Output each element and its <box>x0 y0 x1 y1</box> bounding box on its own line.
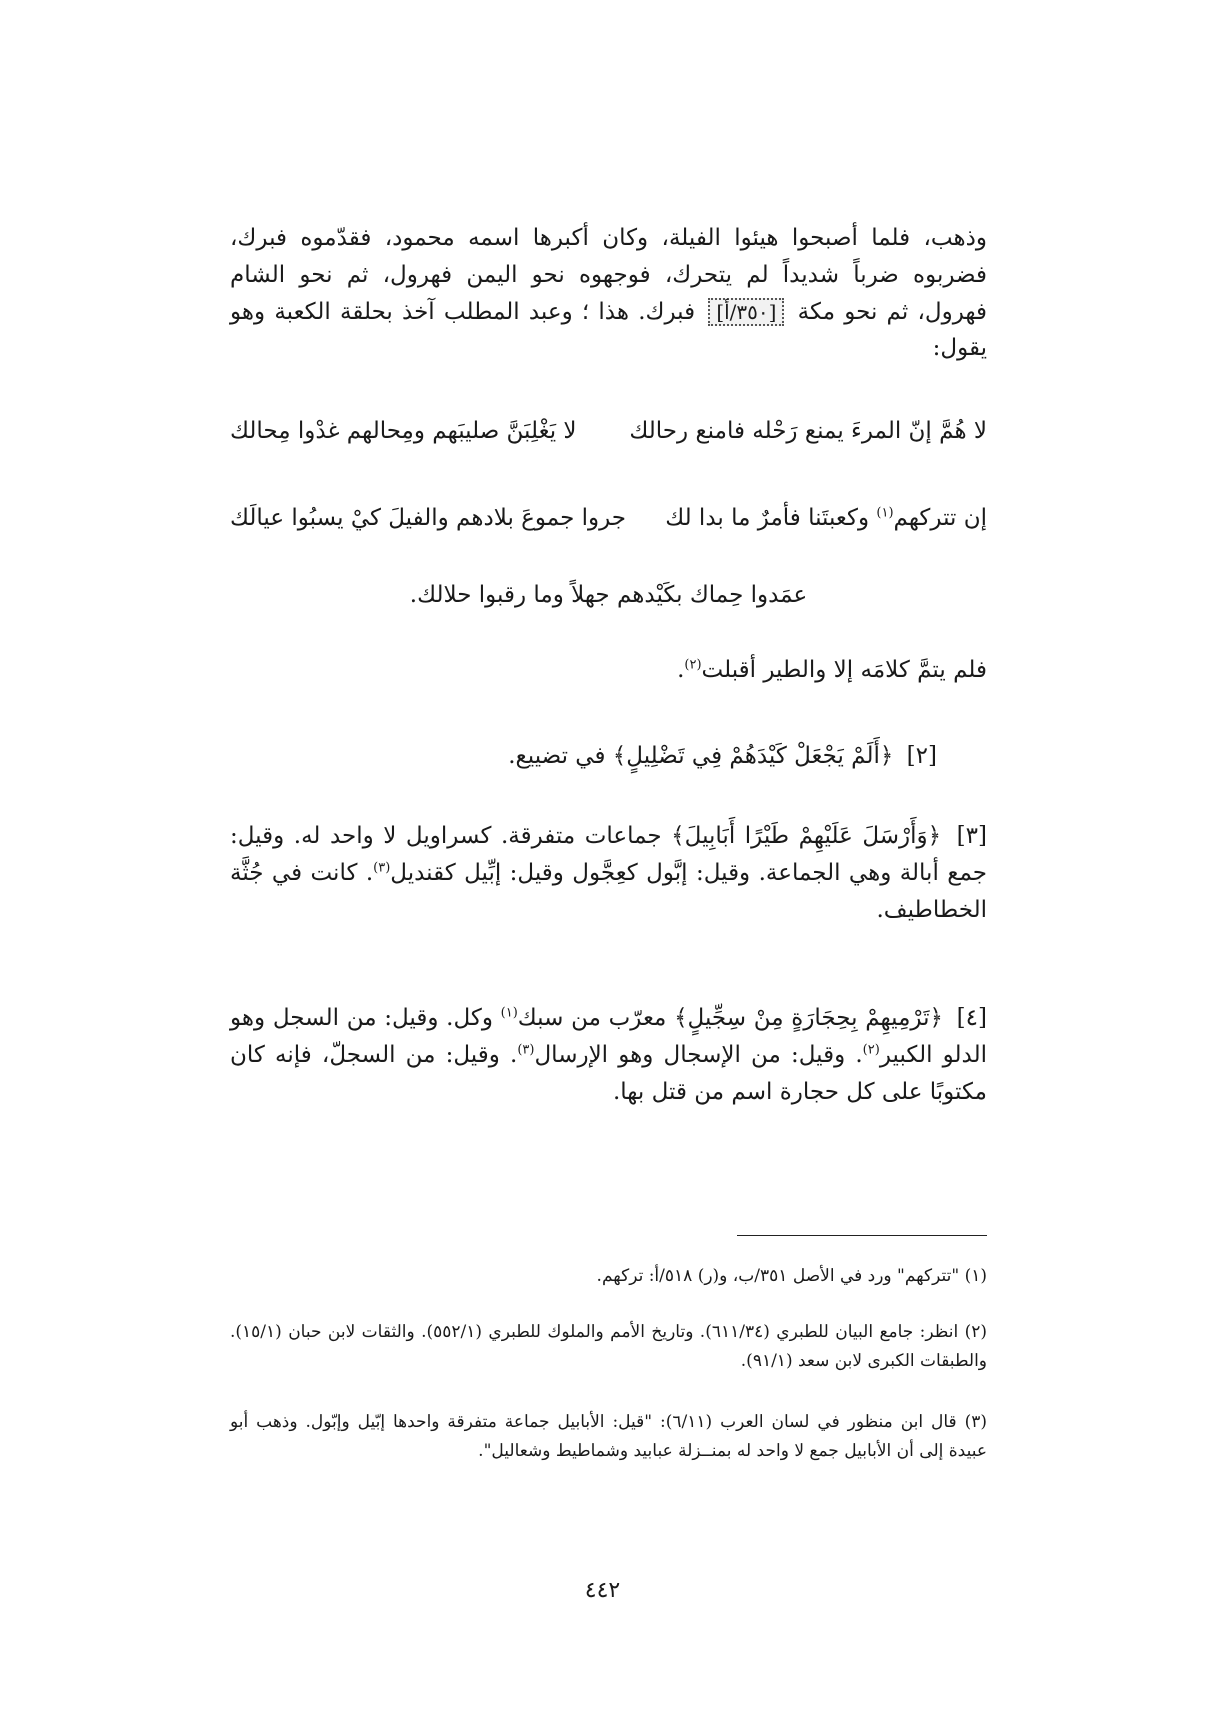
footnote-ref-4-1: (١) <box>500 1005 518 1021</box>
entry-4-text-c: . وقيل: من الإسجال وهو الإرسال <box>534 1041 863 1068</box>
verse-1-second-hemistich: لا يَغْلِبَنَّ صليبَهم ومِحالهم غدْوا مِحالك <box>230 418 577 444</box>
footnote-ref-4-2: (٢) <box>862 1042 880 1058</box>
entry-2-quran-quote: ﴿أَلَمْ يَجْعَلْ كَيْدَهُمْ فِي تَضْلِيلٍ﴾ <box>612 743 894 769</box>
footnote-2: (٢) انظر: جامع البيان للطبري (٦١١/٣٤). وتاريخ الأمم والملوك للطبري (٥٥٢/١). والثقات لابن حبان (١٥/١). والطبقات الكبرى لابن سعد (٩١/١). <box>230 1322 987 1371</box>
entry-3-number: [٣] <box>956 823 987 849</box>
closing-text: فلم يتمَّ كلامَه إلا والطير أقبلت <box>701 657 987 683</box>
entry-2 <box>230 738 937 775</box>
entry-4-text-a: معرّب من سبك <box>517 1005 675 1031</box>
manuscript-folio-marker: [٣٥٠/أ] <box>708 298 784 326</box>
closing-end: . <box>677 657 685 683</box>
entry-2-number: [٢] <box>906 743 937 769</box>
footnote-ref-1: (١) <box>876 505 894 521</box>
entry-3 <box>230 818 987 928</box>
intro-paragraph <box>230 220 987 367</box>
poem-verse-2 <box>230 505 987 531</box>
footnote-3: (٣) قال ابن منظور في لسان العرب (٦/١١): "قيل: الأبابيل جماعة متفرقة واحدها إبّيل وإبّول. وذهب أبو عبيدة إلى أن الأبابيل جمع لا واحد له بمنــزلة عبابيد وشماطيط وشعاليل". <box>230 1412 987 1461</box>
entry-4-quran-quote: ﴿تَرْمِيهِمْ بِحِجَارَةٍ مِنْ سِجِّيلٍ﴾ <box>674 1005 943 1031</box>
poem-verse-1 <box>230 418 987 444</box>
poem-verse-3: عمَدوا حِماك بكَيْدهم جهلاً وما رقبوا حلالك. <box>409 582 808 608</box>
footnote-ref-2: (٢) <box>684 657 702 673</box>
verse-2-second-hemistich: جروا جموعَ بلادهم والفيلَ كيْ يسبُوا عيالَك <box>230 505 627 531</box>
verse-2-first-hemistich <box>665 505 987 531</box>
entry-4-text-b: وكل. وقيل: من السجل وهو الدلو الكبير <box>230 1005 987 1068</box>
footnote-separator <box>737 1235 987 1236</box>
footnote-ref-4-3: (٣) <box>517 1042 535 1058</box>
intro-text-before: وذهب، فلما أصبحوا هيئوا الفيلة، وكان أكبرها اسمه محمود، فقدّموه فبرك، فضربوه ضرباً شديداً لم يتحرك، فوجهوه نحو اليمن فهرول، ثم نحو الشام فهرول، ثم نحو مكة <box>230 225 987 325</box>
entry-4 <box>230 1000 987 1110</box>
entry-4-number: [٤] <box>956 1005 987 1031</box>
entry-3-text-a: جماعات متفرقة. كسراويل لا واحد له. وقيل: جمع أبالة وهي الجماعة. وقيل: إبَّول كعِجَّول وقيل: إبِّيل كقنديل <box>230 823 988 886</box>
footnote-ref-3: (٣) <box>373 860 391 876</box>
verse-2-text-a: إن تتركهم <box>893 505 987 531</box>
footnote-1: (١) "تتركهم" ورد في الأصل ٣٥١/ب، و(ر) ٥١٨/أ: تركهم. <box>596 1266 987 1286</box>
closing-line <box>230 652 987 689</box>
entry-2-text: في تضييع. <box>508 743 613 769</box>
entry-3-text-b: . كانت في جُثَّة الخطاطيف. <box>230 859 987 923</box>
page-number: ٤٤٢ <box>584 1578 621 1603</box>
intro-text-after: فبرك. هذا ؛ وعبد المطلب آخذ بحلقة الكعبة وهو يقول: <box>230 298 987 362</box>
verse-2-text-b: وكعبتَنا فأمرٌ ما بدا لك <box>665 505 877 531</box>
entry-4-text-d: . وقيل: من السجلّ، فإنه كان مكتوبًا على كل حجارة اسم من قتل بها. <box>230 1041 987 1105</box>
entry-3-quran-quote: ﴿وَأَرْسَلَ عَلَيْهِمْ طَيْرًا أَبَابِيلَ﴾ <box>671 823 942 849</box>
verse-1-first-hemistich: لا هُمَّ إنّ المرءَ يمنع رَحْله فامنع رحالك <box>629 418 987 444</box>
